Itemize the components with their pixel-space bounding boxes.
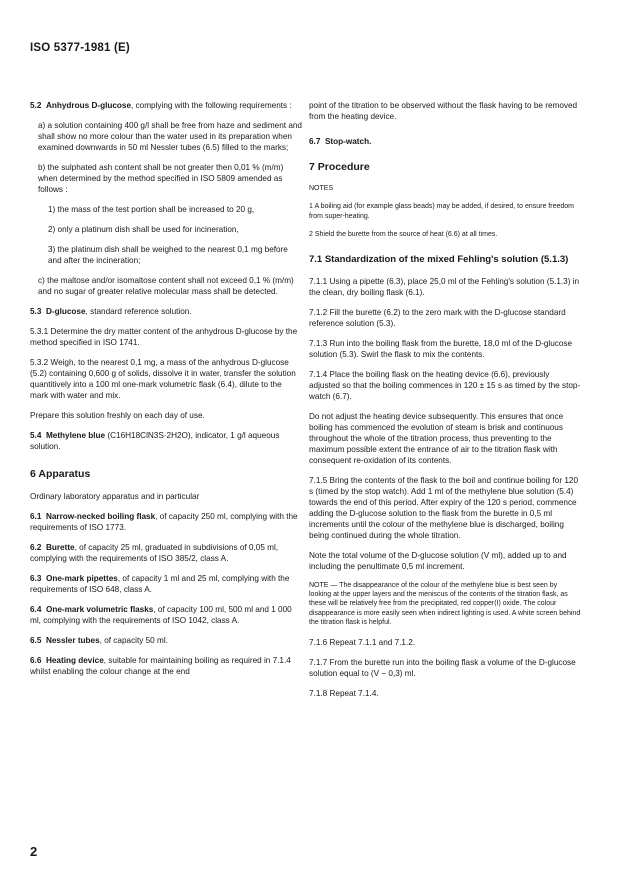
continuation-text: point of the titration to be observed without the flask having to be removed from the heating device. xyxy=(309,101,578,121)
section-7-1-6: 7.1.6 Repeat 7.1.1 and 7.1.2. xyxy=(309,637,416,647)
section-7-1-1: 7.1.1 Using a pipette (6.3), place 25,0 ml of the Fehling's solution (5.1.3) in the clean, dry boiling flask (6.1). xyxy=(309,276,580,297)
section-6-6: 6.6 Heating device, suitable for maintaining boiling as required in 7.1.4 whilst enabling the colour change at the end xyxy=(30,656,291,676)
section-7-1-5-volume: Note the total volume of the D-glucose solution (V ml), added up to and including the penultimate 0,5 ml increment. xyxy=(309,550,567,571)
item-5-2-b1: 1) the mass of the test portion shall be increased to 20 g, xyxy=(48,205,255,214)
section-5-3: 5.3 D-glucose, standard reference solution. xyxy=(30,307,192,316)
right-column xyxy=(309,100,581,708)
section-6-4: 6.4 One-mark volumetric flasks, of capacity 100 ml, 500 ml and 1 000 ml, complying with the requirements of ISO 1042, class A. xyxy=(30,605,292,625)
section-7-1-5-note: NOTE — The disappearance of the colour of the methylene blue is best seen by looking at the upper layers and the meniscus of the contents of the titration flask, as these will be relatively free from the precipitated, red copper(I) oxide. The colour disappearance is more easily seen when indirect lighting is used. A white screen behind the titration flask is helpful. xyxy=(309,581,581,627)
section-6-3: 6.3 One-mark pipettes, of capacity 1 ml and 25 ml, complying with the requirements of ISO 648, class A. xyxy=(30,574,290,594)
section-7-1-4-note: Do not adjust the heating device subsequently. This ensures that once boiling has commenced the evolution of steam is brisk and continuous throughout the whole of the titration process, thus preventing to the maximum possible extent the entrance of air to the titration flask with consequent re-oxidation of its contents. xyxy=(309,411,564,465)
note-2: 2 Shield the burette from the source of heat (6.6) at all times. xyxy=(309,231,498,239)
item-5-2-b3: 3) the platinum dish shall be weighed to the nearest 0,1 mg before and after the incineration; xyxy=(48,245,288,265)
item-5-2-c: c) the maltose and/or isomaltose content shall not exceed 0,1 % (m/m) and no sugar of greater relative molecular mass shall be detected. xyxy=(38,276,294,296)
left-column xyxy=(30,100,302,686)
section-7-1-2: 7.1.2 Fill the burette (6.2) to the zero mark with the D-glucose standard reference solution (5.3). xyxy=(309,307,566,328)
section-7-1-7: 7.1.7 From the burette run into the boiling flask a volume of the D-glucose solution equal to (V − 0,3) ml. xyxy=(309,657,576,678)
note-1: 1 A boiling aid (for example glass beads) may be added, if desired, to ensure freedom from super-heating. xyxy=(309,203,574,220)
section-5-3-1: 5.3.1 Determine the dry matter content of the anhydrous D-glucose by the method specified in ISO 1741. xyxy=(30,327,298,347)
section-7-1-3: 7.1.3 Run into the boiling flask from the burette, 18,0 ml of the D-glucose solution (5.3). Swirl the flask to mix the contents. xyxy=(309,338,573,359)
section-6-7: 6.7 Stop-watch. xyxy=(309,137,372,146)
item-5-2-b: b) the sulphated ash content shall be not greater then 0,01 % (m/m) when determined by the method specified in ISO 5809 amended as follows : xyxy=(38,163,284,194)
section-6-5: 6.5 Nessler tubes, of capacity 50 ml. xyxy=(30,636,168,645)
page-number: 2 xyxy=(30,844,38,859)
heading-apparatus: 6 Apparatus xyxy=(30,468,91,480)
section-5-4: 5.4 Methylene blue (C16H18ClN3S·2H2O), indicator, 1 g/l aqueous solution. xyxy=(30,431,280,451)
apparatus-intro: Ordinary laboratory apparatus and in particular xyxy=(30,492,200,501)
item-5-2-a: a) a solution containing 400 g/l shall be free from haze and sediment and shall show no more colour than the water used in its preparation when examined downwards in 50 ml Nessler tubes (6.5) filled to the marks; xyxy=(38,121,302,152)
item-5-2-b2: 2) only a platinum dish shall be used for incineration, xyxy=(48,225,239,234)
prep-note: Prepare this solution freshly on each day of use. xyxy=(30,411,205,420)
heading-procedure: 7 Procedure xyxy=(309,161,370,173)
section-6-1: 6.1 Narrow-necked boiling flask, of capacity 250 ml, complying with the requirements of ISO 1773. xyxy=(30,512,298,532)
section-5-3-2: 5.3.2 Weigh, to the nearest 0,1 mg, a mass of the anhydrous D-glucose (5.2) containing 0,600 g of solids, dissolve it in water, transfer the solution quantitively into a 100 ml one-mark volumetric flask (6.4), dilute to the mark with water and mix. xyxy=(30,358,296,400)
section-7-1-5: 7.1.5 Bring the contents of the flask to the boil and continue boiling for 120 s (timed by the stop watch). Add 1 ml of the methylene blue solution (5.4) towards the end of this period. After expiry of the 120 s period, commence adding the D-glucose solution to the flask from the burette in 0,5 ml increments until the colour of the methylene blue is discharged, boiling being continued during the whole titration. xyxy=(309,475,579,540)
section-7-1-4: 7.1.4 Place the boiling flask on the heating device (6.6), previously adjusted so that the boiling commences in 120 ± 15 s as timed by the stop-watch (6.7). xyxy=(309,369,581,401)
section-7-1-8: 7.1.8 Repeat 7.1.4. xyxy=(309,688,379,698)
section-6-2: 6.2 Burette, of capacity 25 ml, graduated in subdivisions of 0,05 ml, complying with the requirements of ISO 385/2, class A. xyxy=(30,543,279,563)
heading-7-1: 7.1 Standardization of the mixed Fehling's solution (5.1.3) xyxy=(309,253,569,265)
document-header: ISO 5377-1981 (E) xyxy=(30,42,130,54)
notes-label: NOTES xyxy=(309,185,334,192)
section-5-2: 5.2 Anhydrous D-glucose, complying with the following requirements : xyxy=(30,101,292,110)
